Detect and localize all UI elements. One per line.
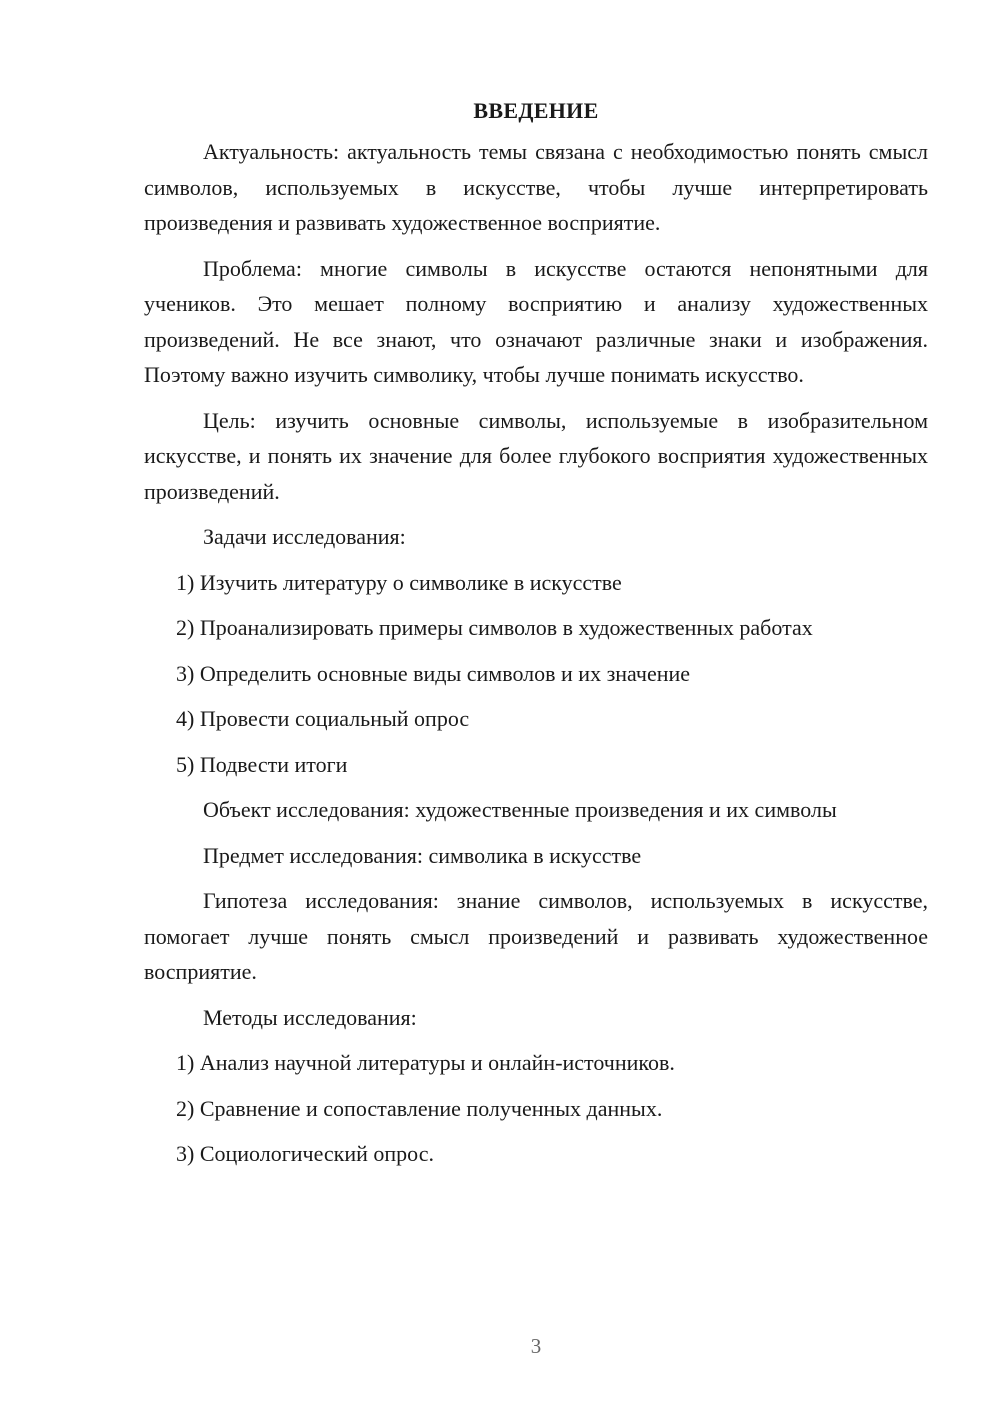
page-title: ВВЕДЕНИЕ	[473, 98, 599, 123]
tasks-heading: Задачи исследования:	[203, 524, 406, 549]
page-number: 3	[530, 1334, 542, 1358]
methods-list	[144, 1045, 928, 1172]
subject-paragraph: Предмет исследования: символика в искусстве	[203, 842, 642, 868]
list-item-method-1: 1) Анализ научной литературы и онлайн-источников.	[176, 1050, 675, 1075]
methods-heading: Методы исследования:	[203, 1004, 417, 1030]
page-content	[144, 96, 928, 1182]
hypothesis-paragraph: Гипотеза исследования: знание символов, используемых в искусстве, помогает лучше понять смысл произведений и развивать художественное восприятие.	[144, 888, 928, 984]
list-item-method-2: 2) Сравнение и сопоставление полученных данных.	[176, 1095, 663, 1121]
list-item-task-3: 3) Определить основные виды символов и их значение	[176, 660, 691, 686]
list-item-method-3: 3) Социологический опрос.	[176, 1141, 434, 1166]
list-item-task-2: 2) Проанализировать примеры символов в художественных работах	[176, 615, 813, 640]
problem-paragraph: Проблема: многие символы в искусстве остаются непонятными для учеников. Это мешает полному восприятию и анализу художественных произведений. Не все знают, что означают различные знаки и изображения. Поэтому важно изучить символику, чтобы лучше понимать искусство.	[144, 255, 928, 387]
list-item-task-5: 5) Подвести итоги	[176, 751, 348, 777]
goal-paragraph: Цель: изучить основные символы, используемые в изобразительном искусстве, и понять их значение для более глубокого восприятия художественных произведений.	[144, 407, 928, 504]
object-paragraph: Объект исследования: художественные произведения и их символы	[203, 797, 837, 822]
list-item-task-4: 4) Провести социальный опрос	[176, 706, 470, 731]
relevance-paragraph: Актуальность: актуальность темы связана с необходимостью понять смысл символов, используемых в искусстве, чтобы лучше интерпретировать произведения и развивать художественное восприятие.	[144, 139, 928, 235]
tasks-list	[144, 565, 928, 783]
list-item-task-1: 1) Изучить литературу о символике в искусстве	[176, 569, 622, 595]
